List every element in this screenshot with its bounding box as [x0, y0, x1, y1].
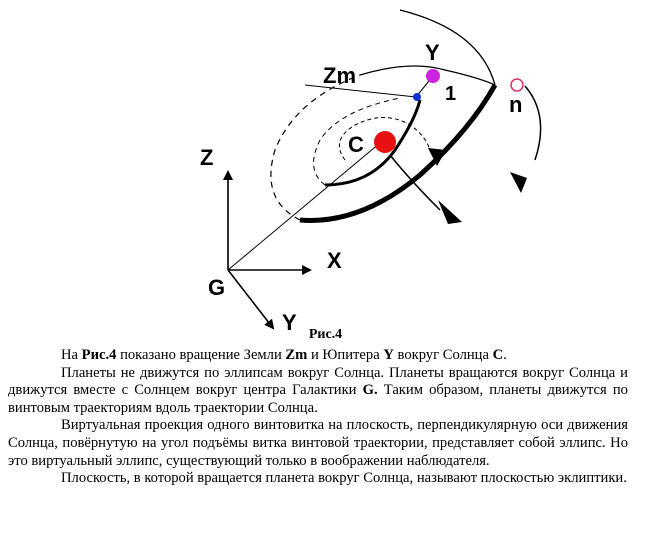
figure-caption: Рис.4 — [308, 327, 343, 342]
earth-body — [413, 93, 421, 101]
sun-motion-arrowhead — [438, 200, 462, 224]
y-axis-line — [228, 270, 273, 328]
label-x-axis: X — [327, 248, 342, 273]
label-one: 1 — [445, 83, 457, 105]
label-z-axis: Z — [200, 145, 214, 170]
paragraph-3: Виртуальная проекция одного винтовитка на плоскость, перпендикулярную оси движения Солнца, повёрнутую на угол подъёмы витка винтовой траектории, представляет собой эллипс. Но это виртуальный эллипс, существующий только в воображении наблюдателя. — [8, 417, 628, 469]
sun-body — [374, 131, 396, 153]
jupiter-body — [426, 69, 440, 83]
inner-helix-arc — [325, 100, 420, 185]
zm-pointer-line — [305, 85, 416, 97]
label-g: G — [208, 275, 226, 300]
label-y-top: Y — [425, 40, 440, 65]
galactic-radius-line — [228, 143, 380, 270]
n-sweep-arrow — [525, 86, 541, 160]
outer-dashed-arc — [271, 75, 360, 220]
body-text — [8, 347, 628, 488]
label-y-axis: Y — [282, 310, 297, 335]
outer-helix-arc — [300, 85, 495, 220]
paragraph-1: На Рис.4 показано вращение Земли Zm и Юпитера Y вокруг Солнца С. — [61, 347, 507, 363]
outer-sweep-arc — [400, 10, 495, 85]
paragraph-4: Плоскость, в которой вращается планета вокруг Солнца, называют плоскостью эклиптики. — [61, 470, 627, 487]
label-zm: Zm — [323, 63, 356, 88]
paragraph-2: Планеты не движутся по эллипсам вокруг Солнца. Планеты вращаются вокруг Солнца и движутся вместе с Солнцем вокруг центра Галактики G. Таким образом, планеты движутся по винтовым траекториям вдоль траектории Солнца. — [8, 364, 628, 416]
marker-n — [511, 79, 523, 91]
label-n: n — [509, 92, 523, 117]
n-sweep-arrowhead — [510, 172, 527, 193]
label-sun-c: C — [348, 132, 364, 157]
